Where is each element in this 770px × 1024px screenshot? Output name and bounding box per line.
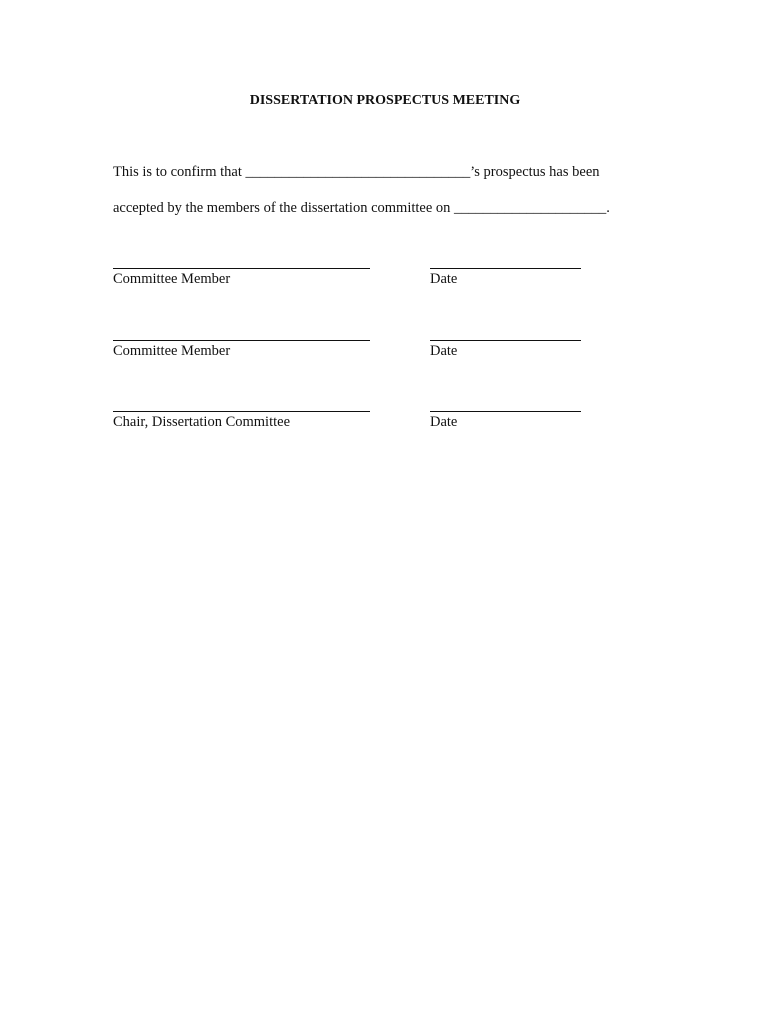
date-label-committee-member-1: Date: [430, 271, 458, 287]
signature-label-chair: Chair, Dissertation Committee: [113, 414, 291, 430]
document-title: DISSERTATION PROSPECTUS MEETING: [249, 93, 521, 108]
signature-label-committee-member-2: Committee Member: [113, 343, 231, 359]
date-label-chair: Date: [430, 414, 458, 430]
date-line-committee-member-1[interactable]: [430, 268, 581, 269]
date-label-committee-member-2: Date: [430, 343, 458, 359]
date-line-chair[interactable]: [430, 411, 581, 412]
signature-line-committee-member-1[interactable]: [113, 268, 370, 269]
signature-label-committee-member-1: Committee Member: [113, 271, 231, 287]
confirmation-text-line-2: accepted by the members of the dissertation committee on _____________________.: [113, 200, 610, 216]
signature-line-chair[interactable]: [113, 411, 370, 412]
date-line-committee-member-2[interactable]: [430, 340, 581, 341]
signature-line-committee-member-2[interactable]: [113, 340, 370, 341]
confirmation-text-line-1: This is to confirm that _______________________________’s prospectus has been: [113, 164, 600, 180]
